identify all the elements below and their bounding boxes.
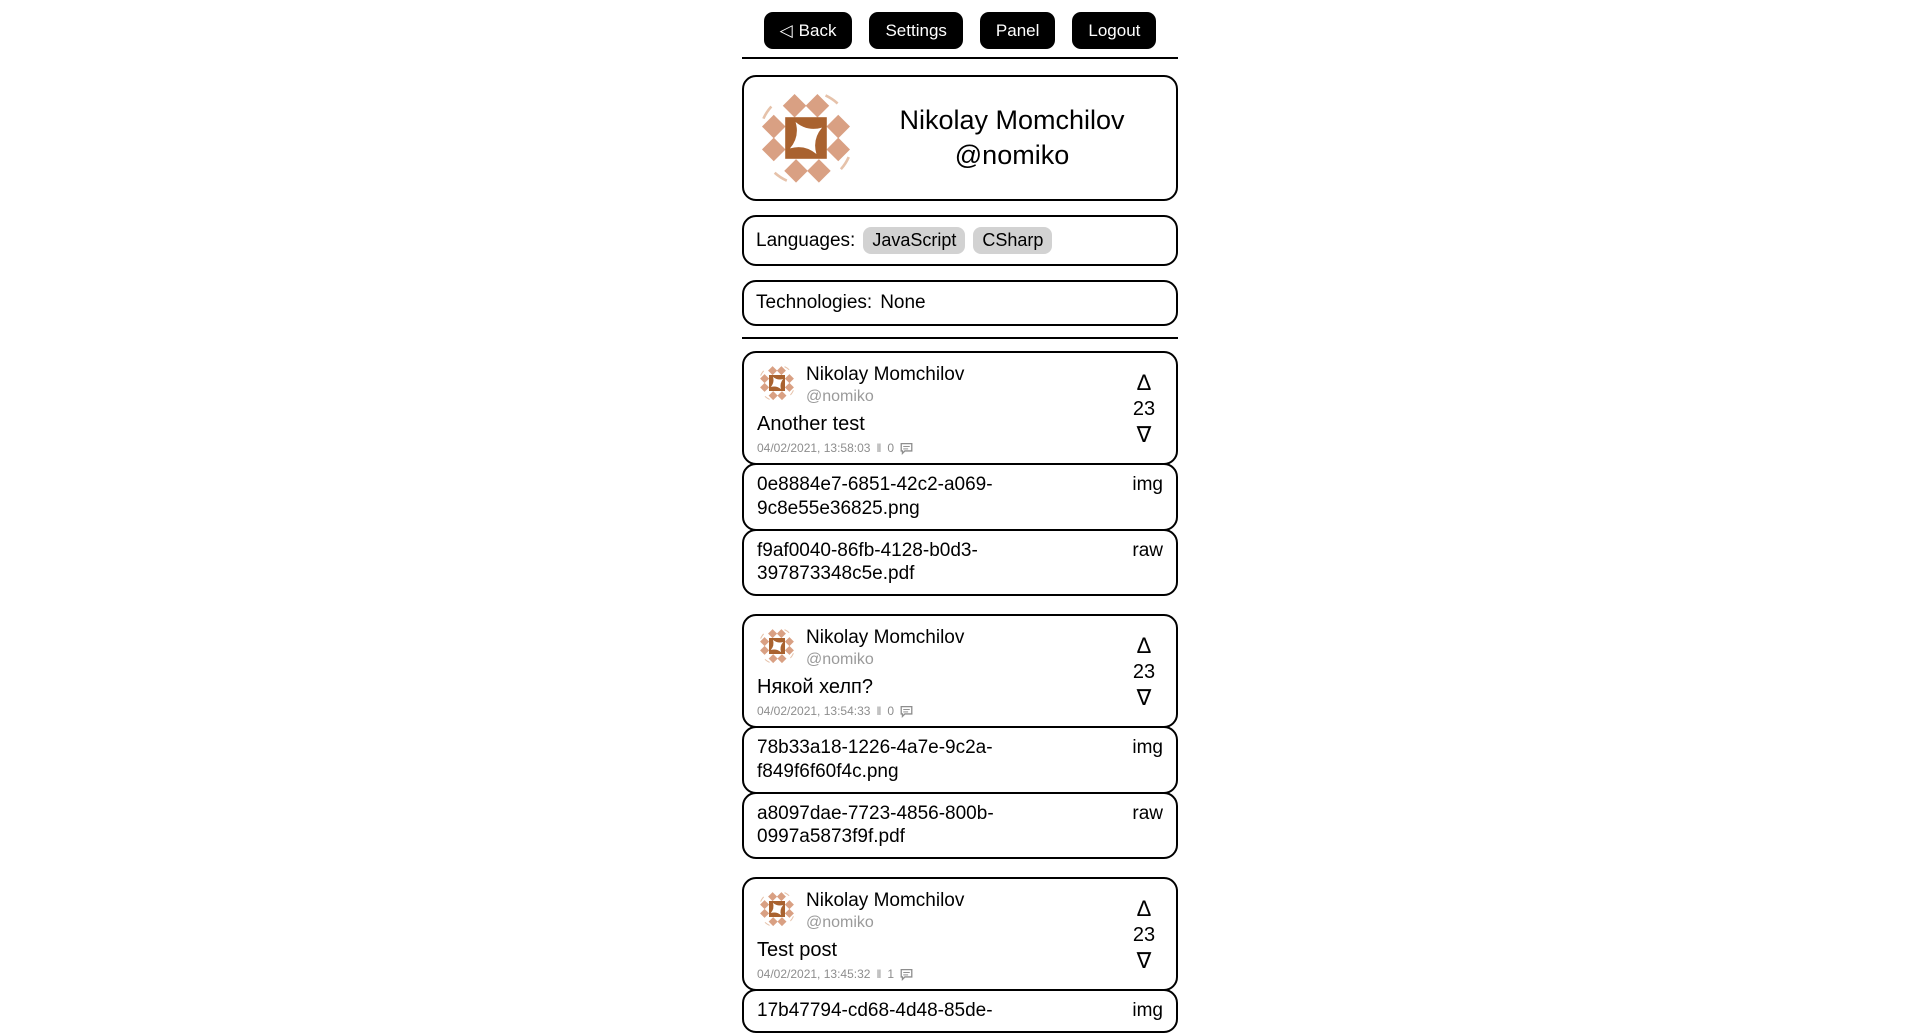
- meta-separator: ‖: [876, 704, 882, 719]
- post-header: [757, 626, 1125, 669]
- language-badge: CSharp: [973, 227, 1052, 254]
- post-title: Някой хелп?: [757, 676, 873, 699]
- attachment-list: [742, 463, 1178, 596]
- post-main: [757, 363, 1125, 455]
- attachment-list: [742, 989, 1178, 1033]
- post-card[interactable]: [742, 614, 1178, 728]
- comment-icon: [900, 705, 913, 718]
- post-avatar: [757, 626, 797, 666]
- post-title: Test post: [757, 939, 838, 962]
- feed: [742, 351, 1178, 1033]
- logout-button[interactable]: [1072, 12, 1156, 49]
- upvote-button[interactable]: Δ: [1136, 370, 1152, 396]
- divider-feed: [742, 337, 1178, 339]
- languages-label: Languages:: [756, 229, 856, 251]
- attachment-filename: 78b33a18-1226-4a7e-9c2a-f849f6f60f4c.png: [757, 737, 993, 782]
- back-icon: ◁: [779, 21, 793, 40]
- downvote-button[interactable]: ∇: [1136, 948, 1152, 974]
- vote-score: 23: [1132, 924, 1156, 947]
- upvote-button[interactable]: Δ: [1136, 633, 1152, 659]
- post-author-block: [806, 626, 964, 669]
- profile-avatar: [754, 86, 858, 190]
- post-meta: [757, 704, 1125, 718]
- post-group: [742, 351, 1178, 596]
- profile-card: [742, 75, 1178, 201]
- attachment-row[interactable]: [742, 792, 1178, 860]
- attachment-row[interactable]: [742, 726, 1178, 794]
- post-comment-count: 0: [887, 704, 895, 719]
- post-main: [757, 889, 1125, 981]
- language-badge: JavaScript: [863, 227, 965, 254]
- panel-button[interactable]: [980, 12, 1055, 49]
- post-handle: @nomiko: [806, 914, 874, 932]
- divider-top: [742, 57, 1178, 59]
- comment-icon: [900, 968, 913, 981]
- attachment-type-label: img: [1132, 737, 1163, 759]
- post-timestamp: 04/02/2021, 13:45:32: [757, 967, 871, 982]
- vote-score: 23: [1132, 661, 1156, 684]
- technologies-value: None: [880, 292, 926, 314]
- attachment-filename: a8097dae-7723-4856-800b-0997a5873f9f.pdf: [757, 802, 994, 848]
- post-author: Nikolay Momchilov: [806, 364, 965, 386]
- vote-column: [1125, 889, 1163, 981]
- post-author-block: [806, 363, 964, 406]
- panel-button-label: Panel: [995, 21, 1040, 40]
- post-author: Nikolay Momchilov: [806, 627, 965, 649]
- post-group: [742, 877, 1178, 1033]
- downvote-button[interactable]: ∇: [1136, 422, 1152, 448]
- post-comment-count: 1: [887, 967, 895, 982]
- post-timestamp: 04/02/2021, 13:54:33: [757, 704, 871, 719]
- post-timestamp: 04/02/2021, 13:58:03: [757, 441, 871, 456]
- post-author: Nikolay Momchilov: [806, 890, 965, 912]
- vote-column: [1125, 363, 1163, 455]
- profile-name: Nikolay Momchilov: [899, 105, 1125, 136]
- attachment-type-label: img: [1132, 474, 1163, 496]
- top-nav: [742, 12, 1178, 49]
- back-button[interactable]: [764, 12, 853, 49]
- attachment-filename: 0e8884e7-6851-42c2-a069-9c8e55e36825.png: [757, 474, 993, 519]
- profile-names: [858, 103, 1166, 173]
- attachment-row[interactable]: [742, 463, 1178, 531]
- upvote-button[interactable]: Δ: [1136, 896, 1152, 922]
- attachment-filename: f9af0040-86fb-4128-b0d3-397873348c5e.pdf: [757, 539, 978, 585]
- settings-button-label: Settings: [885, 21, 947, 40]
- vote-score: 23: [1132, 398, 1156, 421]
- post-group: [742, 614, 1178, 859]
- post-meta: [757, 441, 1125, 455]
- post-main: [757, 626, 1125, 718]
- profile-handle: @nomiko: [954, 140, 1070, 171]
- attachment-row[interactable]: [742, 989, 1178, 1033]
- attachment-list: [742, 726, 1178, 859]
- technologies-box: [742, 280, 1178, 326]
- post-header: [757, 889, 1125, 932]
- attachment-type-label: raw: [1132, 802, 1163, 824]
- post-header: [757, 363, 1125, 406]
- comment-icon: [900, 442, 913, 455]
- meta-separator: ‖: [876, 441, 882, 456]
- technologies-label: Technologies:: [756, 292, 873, 314]
- post-meta: [757, 967, 1125, 981]
- meta-separator: ‖: [876, 967, 882, 982]
- post-author-block: [806, 889, 964, 932]
- attachment-filename: 17b47794-cd68-4d48-85de-: [757, 1000, 993, 1022]
- post-comment-count: 0: [887, 441, 895, 456]
- back-button-label: Back: [798, 21, 837, 40]
- attachment-row[interactable]: [742, 529, 1178, 597]
- vote-column: [1125, 626, 1163, 718]
- attachment-type-label: raw: [1132, 539, 1163, 561]
- post-handle: @nomiko: [806, 388, 874, 406]
- languages-box: [742, 215, 1178, 266]
- post-title: Another test: [757, 413, 865, 436]
- settings-button[interactable]: [869, 12, 962, 49]
- downvote-button[interactable]: ∇: [1136, 685, 1152, 711]
- post-avatar: [757, 889, 797, 929]
- attachment-type-label: img: [1132, 1000, 1163, 1022]
- post-card[interactable]: [742, 877, 1178, 991]
- post-avatar: [757, 363, 797, 403]
- post-card[interactable]: [742, 351, 1178, 465]
- logout-button-label: Logout: [1088, 21, 1141, 40]
- page: [742, 0, 1178, 1033]
- post-handle: @nomiko: [806, 651, 874, 669]
